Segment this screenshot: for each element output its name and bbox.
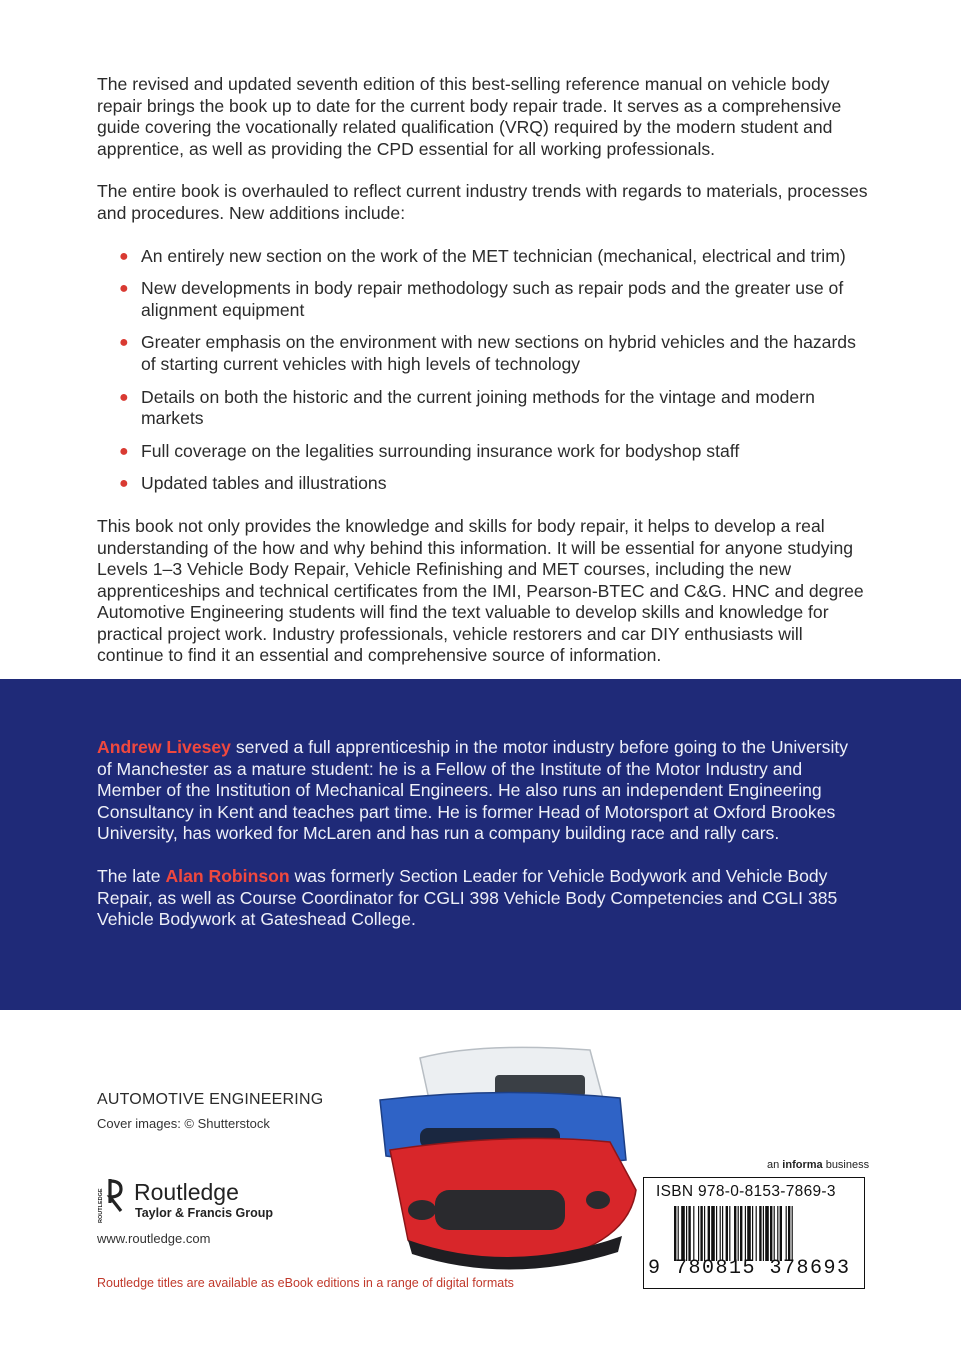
bullet-icon: ● (119, 475, 129, 493)
informa-brand: informa (782, 1159, 823, 1171)
barcode (674, 1206, 854, 1261)
ebook-note: Routledge titles are available as eBook editions in a range of digital formats (97, 1276, 514, 1290)
list-item: ● An entirely new section on the work of the MET technician (mechanical, electrical and trim) (119, 245, 846, 266)
routledge-logo (97, 1177, 287, 1225)
blurb (97, 74, 872, 688)
author-name-1: Andrew Livesey (97, 737, 231, 757)
author-band (0, 679, 961, 1010)
list-item: ● New developments in body repair methodology such as repair pods and the greater use of alignment equipment (119, 278, 844, 320)
barcode-number: 9 780815 378693 (648, 1257, 851, 1280)
publisher-url[interactable]: www.routledge.com (97, 1231, 211, 1246)
author-bio-2: The late Alan Robinson was formerly Section Leader for Vehicle Bodywork and Vehicle Body Repair, as well as Course Coordinator for CGLI 398 Vehicle Body Competencies and CGLI 385 Vehicle Bodywork at Gateshead College. (97, 865, 838, 930)
publisher-name: Routledge (134, 1179, 239, 1205)
isbn-barcode-box (643, 1177, 865, 1289)
list-item: ● Full coverage on the legalities surrounding insurance work for bodyshop staff (119, 440, 740, 461)
bullet-icon: ● (119, 280, 129, 298)
routledge-logo-icon (97, 1177, 123, 1223)
isbn-number: ISBN 978-0-8153-7869-3 (656, 1183, 836, 1200)
additions-list (97, 246, 872, 495)
intro-paragraph-3: This book not only provides the knowledge and skills for body repair, it helps to develop a real understanding of the how and why behind this information. It will be essential for anyone studying Levels 1–3 Vehicle Body Repair, Vehicle Refinishing and MET courses, including the new apprenticeships and technical certificates from the IMI, Pearson-BTEC and C&G. HNC and degree Automotive Engineering students will find the text valuable to develop skills and knowledge for practical project work. Industry professionals, vehicle restorers and car DIY enthusiasts will continue to find it an essential and comprehensive source of information. (97, 515, 864, 666)
bullet-icon: ● (119, 247, 129, 265)
list-item: ● Greater emphasis on the environment with new sections on hybrid vehicles and the hazards of starting current vehicles with high levels of technology (119, 332, 856, 374)
list-item: ● Details on both the historic and the current joining methods for the vintage and modern markets (119, 386, 815, 429)
author-name-2: Alan Robinson (165, 865, 290, 886)
svg-text:ROUTLEDGE: ROUTLEDGE (98, 1188, 104, 1223)
publisher-group: Taylor & Francis Group (135, 1206, 273, 1220)
informa-business: an informa business (767, 1159, 870, 1171)
author-bios (97, 737, 867, 952)
bullet-icon: ● (119, 442, 129, 460)
bullet-icon: ● (119, 334, 129, 352)
cover-credit: Cover images: © Shutterstock (97, 1116, 270, 1131)
bumpers-cover-image (360, 1040, 640, 1290)
intro-paragraph-2: The entire book is overhauled to reflect current industry trends with regards to materials, processes and procedures. New additions include: (97, 181, 868, 223)
author-bio-1: Andrew Livesey served a full apprenticeship in the motor industry before going to the University of Manchester as a mature student: he is a Fellow of the Institute of the Motor Industry and Member of the Institution of Mechanical Engineers. He also runs an independent Engineering Consultancy in Kent and teaches part time. He is former Head of Motorsport at Oxford Brookes University, has worked for McLaren and has run a company building race and rally cars. (97, 737, 849, 844)
bullet-icon: ● (119, 388, 129, 406)
series-label: AUTOMOTIVE ENGINEERING (97, 1091, 324, 1108)
list-item: ● Updated tables and illustrations (119, 473, 387, 494)
intro-paragraph-1: The revised and updated seventh edition of this best-selling reference manual on vehicle body repair brings the book up to date for the current body repair trade. It serves as a comprehensive guide covering the vocationally related qualification (VRQ) required by the modern student and apprentice, as well as providing the CPD essential for all working professionals. (97, 74, 842, 159)
